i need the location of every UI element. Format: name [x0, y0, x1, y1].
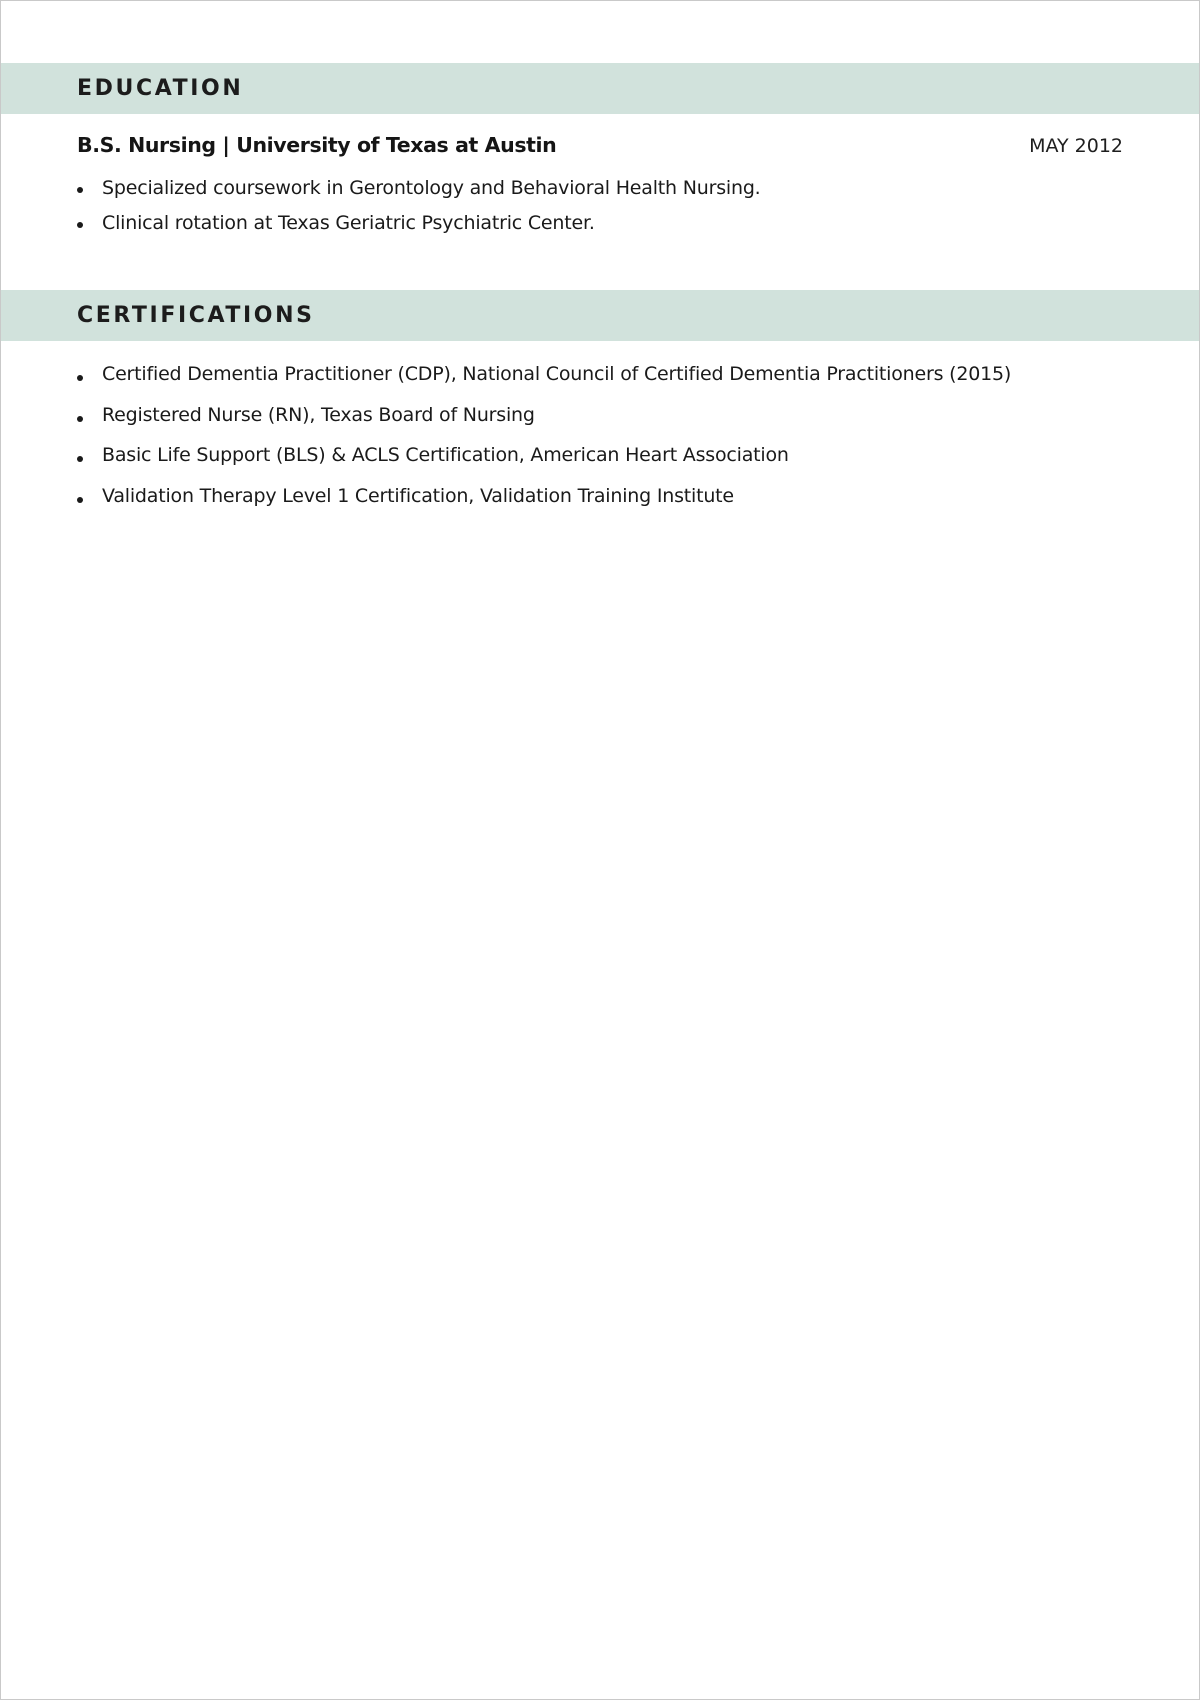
bullet-icon — [77, 416, 83, 422]
bullet-icon — [77, 497, 83, 503]
graduation-date: MAY 2012 — [1029, 135, 1123, 157]
certification-item: Certified Dementia Practitioner (CDP), National Council of Certified Dementia Practitioners (2015) — [102, 363, 1012, 385]
certification-item: Validation Therapy Level 1 Certification, Validation Training Institute — [102, 484, 734, 507]
certification-item: Registered Nurse (RN), Texas Board of Nursing — [102, 403, 535, 426]
education-header-band — [1, 63, 1199, 114]
list-item — [77, 479, 1011, 520]
list-item — [77, 171, 761, 206]
education-heading: EDUCATION — [77, 76, 244, 101]
certification-item: Basic Life Support (BLS) & ACLS Certification, American Heart Association — [102, 444, 789, 466]
education-details-list — [77, 171, 761, 241]
list-item — [77, 438, 1011, 479]
bullet-icon — [77, 187, 83, 193]
bullet-icon — [77, 222, 83, 228]
education-detail: Specialized coursework in Gerontology and Behavioral Health Nursing. — [102, 177, 761, 199]
degree-title: B.S. Nursing | University of Texas at Austin — [77, 133, 557, 157]
certifications-list — [77, 357, 1011, 519]
education-detail: Clinical rotation at Texas Geriatric Psychiatric Center. — [102, 212, 595, 234]
bullet-icon — [77, 375, 83, 381]
certifications-header-band — [1, 290, 1199, 341]
bullet-icon — [77, 456, 83, 462]
list-item — [77, 357, 1011, 398]
list-item — [77, 398, 1011, 439]
list-item — [77, 206, 761, 241]
certifications-heading: CERTIFICATIONS — [77, 303, 315, 328]
